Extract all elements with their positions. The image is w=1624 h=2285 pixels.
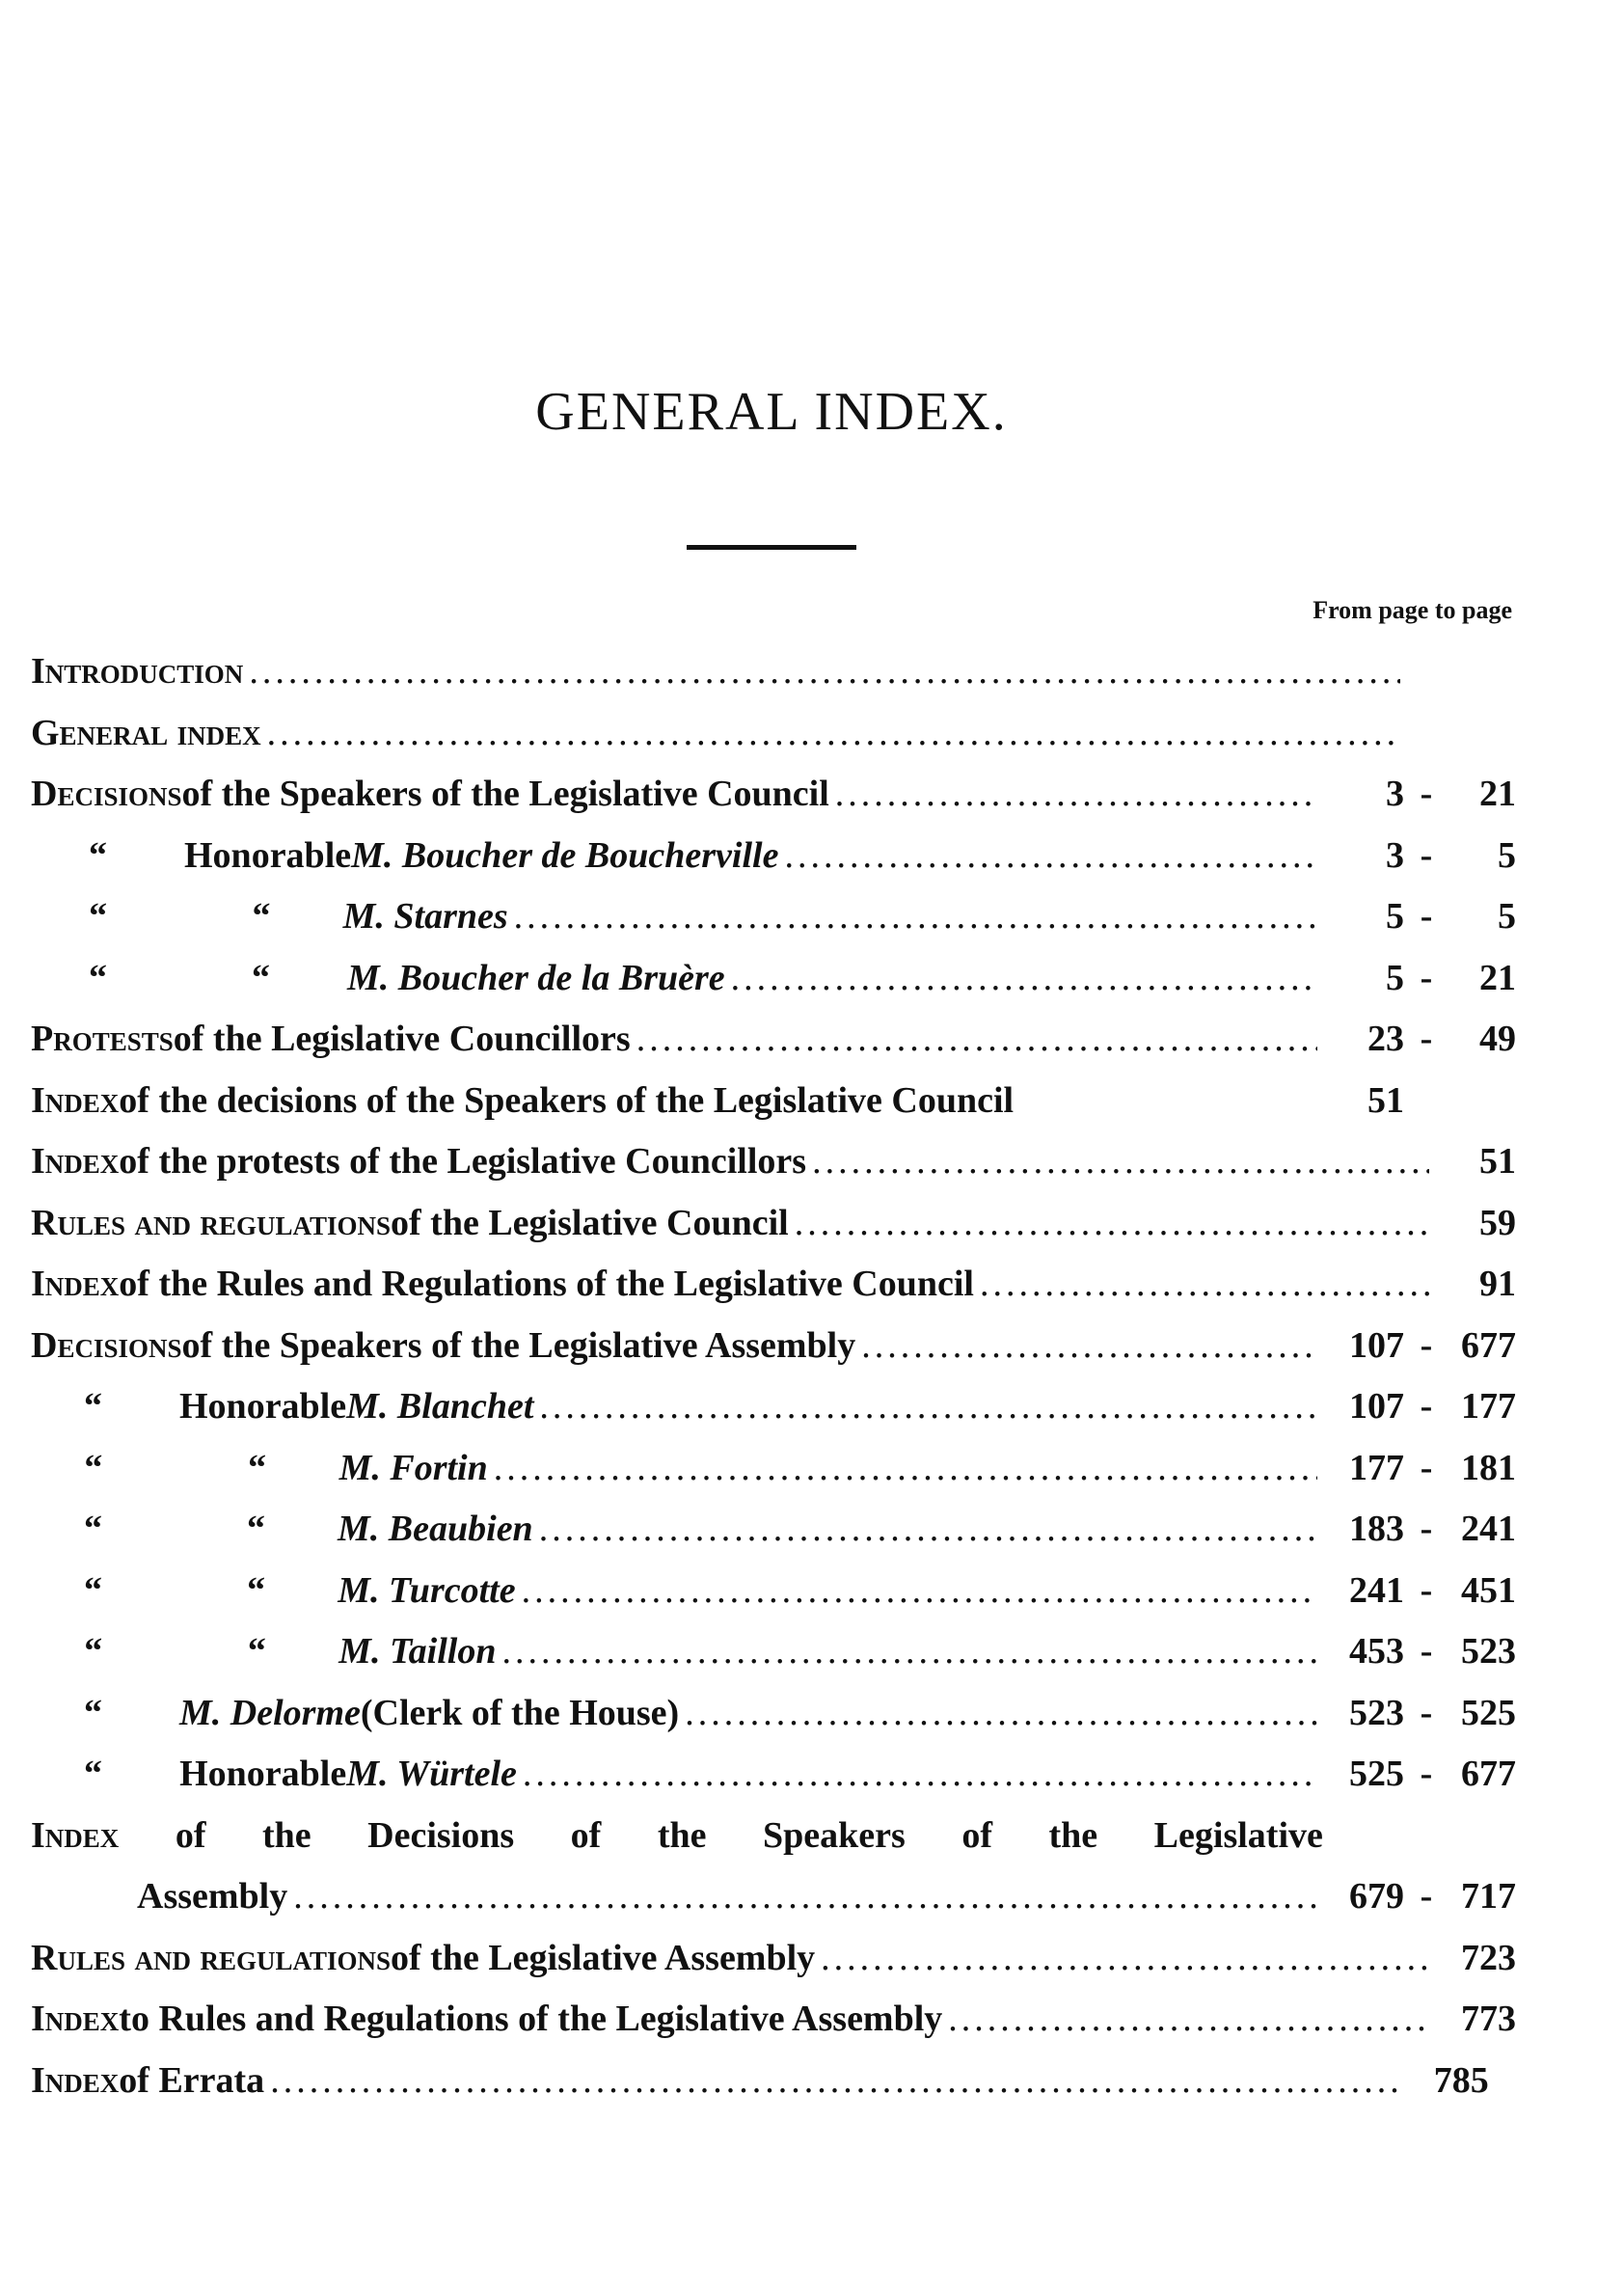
entry-caps: Index	[31, 1999, 120, 2039]
entry-text: of the Speakers of the Legislative Assembly	[181, 1324, 856, 1366]
page-from: 5	[1386, 896, 1405, 937]
page-to: 21	[1479, 957, 1516, 998]
dot-leader	[501, 1621, 1317, 1683]
entry-name: M. Boucher de la Bruère	[347, 957, 725, 998]
ditto-mark: “	[252, 957, 270, 998]
page-from: 183	[1349, 1509, 1404, 1549]
index-entry-beaubien[interactable]	[31, 1499, 1516, 1561]
ditto-mark: “	[84, 1692, 102, 1733]
ditto-mark: “	[84, 1509, 102, 1549]
dot-leader	[522, 1561, 1317, 1622]
page-range	[1323, 1561, 1516, 1622]
entry-caps: Index	[31, 2059, 120, 2101]
index-entry-delorme[interactable]	[31, 1683, 1516, 1745]
entry-word: of	[175, 1814, 206, 1856]
entry-caps: Decisions	[31, 774, 182, 814]
index-entry-index-rules-council[interactable]	[31, 1254, 1516, 1316]
dot-leader	[514, 886, 1317, 948]
page-dash: -	[1420, 1569, 1433, 1611]
page-range	[1323, 1866, 1516, 1928]
entry-name: M. Boucher de Boucherville	[351, 834, 779, 876]
page-from: 773	[1461, 1999, 1516, 2039]
page-to: 5	[1498, 834, 1516, 876]
page-range	[1323, 1744, 1516, 1806]
page-dash: -	[1420, 896, 1433, 937]
page-to: 241	[1461, 1509, 1516, 1549]
page-range	[1435, 1928, 1516, 1990]
entry-line-2	[31, 1866, 1516, 1928]
page-from: 3	[1386, 774, 1404, 814]
index-entry-index-protests[interactable]	[31, 1131, 1516, 1193]
dot-leader	[795, 1193, 1429, 1255]
index-entry-fortin[interactable]	[31, 1438, 1516, 1500]
dot-leader	[636, 1009, 1317, 1071]
page-range	[1435, 1193, 1516, 1255]
page-to: 451	[1461, 1569, 1516, 1611]
entry-word: of	[570, 1814, 602, 1856]
entry-name: M. Delorme	[179, 1692, 361, 1733]
entry-caps: General index	[31, 712, 261, 753]
page-range	[1323, 886, 1516, 948]
page-dash: -	[1420, 1386, 1433, 1427]
ditto-mark: “	[89, 834, 107, 876]
page-from: 107	[1349, 1386, 1404, 1427]
entry-name: M. Beaubien	[338, 1509, 533, 1549]
index-entry-wurtele[interactable]	[31, 1744, 1516, 1806]
page-range	[1323, 1499, 1516, 1561]
page-dash: -	[1420, 1447, 1433, 1488]
page-range	[1323, 948, 1516, 1010]
dot-leader	[948, 1989, 1429, 2051]
dot-leader	[812, 1131, 1429, 1193]
index-entry-protests[interactable]	[31, 1009, 1516, 1071]
index-entry-taillon[interactable]	[31, 1621, 1516, 1683]
page-from: 177	[1349, 1447, 1405, 1488]
page-to: 181	[1461, 1447, 1517, 1488]
entry-prefix: Honorable	[184, 834, 352, 876]
ditto-mark: “	[84, 1447, 103, 1488]
entry-caps: Index	[31, 1264, 120, 1304]
entry-name: M. Turcotte	[338, 1569, 516, 1611]
index-entry-errata[interactable]	[31, 2051, 1516, 2112]
page-dash: -	[1420, 834, 1433, 876]
page-from: 51	[1479, 1141, 1516, 1182]
page-range	[1435, 1131, 1516, 1193]
page-range	[1323, 1683, 1516, 1745]
page-from: 3	[1386, 834, 1404, 876]
index-entry-bruere[interactable]	[31, 948, 1516, 1010]
ditto-mark: “	[89, 896, 108, 937]
page-dash: -	[1420, 1019, 1433, 1059]
index-entry-starnes[interactable]	[31, 886, 1516, 948]
page-range	[1323, 1316, 1516, 1377]
entry-caps: Index	[31, 1814, 120, 1856]
dot-leader	[494, 1438, 1317, 1500]
entry-word: Legislative	[1153, 1814, 1323, 1856]
index-entry-general-index[interactable]	[31, 703, 1516, 765]
page-range	[1323, 826, 1516, 887]
dot-leader	[267, 703, 1402, 765]
page-from: 107	[1349, 1324, 1404, 1366]
entry-caps: Index	[31, 1079, 120, 1121]
entry-text: of the Legislative Assembly	[391, 1937, 816, 1978]
page-from: 453	[1349, 1631, 1405, 1672]
page-dash: -	[1420, 1754, 1433, 1794]
ditto-mark: “	[84, 1386, 102, 1427]
entry-caps: Decisions	[31, 1324, 182, 1366]
ditto-mark: “	[84, 1631, 103, 1672]
dot-leader	[861, 1316, 1317, 1377]
entry-text: of the protests of the Legislative Councillors	[119, 1141, 807, 1182]
page-to: 677	[1461, 1754, 1516, 1794]
entry-text: of the Speakers of the Legislative Council	[181, 774, 829, 814]
index-entry-blanchet[interactable]	[31, 1376, 1516, 1438]
entry-text: of Errata	[119, 2059, 265, 2101]
entry-caps: Introduction	[31, 651, 244, 692]
index-entry-index-rules-assembly[interactable]	[31, 1989, 1516, 2051]
page-dash: -	[1420, 774, 1433, 814]
index-entry-rules-assembly[interactable]	[31, 1928, 1516, 1990]
index-entry-index-decisions-assembly[interactable]	[31, 1806, 1516, 1928]
page-range	[1408, 2051, 1516, 2112]
page-dash: -	[1420, 1324, 1433, 1366]
entry-word: Speakers	[763, 1814, 906, 1856]
dot-leader	[539, 1499, 1317, 1561]
entry-name: M. Taillon	[338, 1631, 497, 1672]
dot-leader	[784, 826, 1317, 887]
entry-text: of the Rules and Regulations of the Legislative Council	[119, 1264, 974, 1304]
title-rule	[687, 545, 856, 550]
dot-leader	[835, 764, 1317, 826]
page-from: 23	[1367, 1019, 1404, 1059]
entry-caps: Rules and regulations	[31, 1202, 392, 1243]
dot-leader	[249, 641, 1400, 703]
page-from: 5	[1386, 957, 1404, 998]
page-from: 785	[1433, 2059, 1489, 2101]
dot-leader	[731, 948, 1317, 1010]
ditto-mark: “	[84, 1569, 103, 1611]
page-range	[1323, 1438, 1516, 1500]
entry-name: M. Blanchet	[346, 1386, 534, 1427]
entry-word: the	[261, 1814, 311, 1856]
column-header: From page to page	[1313, 596, 1512, 624]
page-dash: -	[1420, 1876, 1433, 1917]
entry-caps: Index	[31, 1141, 120, 1182]
entry-word: the	[657, 1814, 707, 1856]
page-from: 525	[1349, 1754, 1404, 1794]
index-entry-introduction[interactable]	[31, 641, 1516, 703]
page-range	[1435, 1989, 1516, 2051]
entry-line-1	[31, 1806, 1323, 1867]
ditto-mark: “	[89, 957, 107, 998]
page-to: 21	[1479, 774, 1516, 814]
dot-leader	[523, 1744, 1317, 1806]
page-to: 525	[1461, 1692, 1516, 1733]
page-dash: -	[1420, 1631, 1433, 1672]
entry-text: Assembly	[137, 1876, 288, 1917]
index-list	[31, 641, 1516, 2111]
page-title: GENERAL INDEX.	[535, 382, 1008, 442]
page-from: 91	[1479, 1264, 1516, 1304]
entry-caps: Protests	[31, 1019, 174, 1059]
ditto-mark: “	[252, 896, 271, 937]
ditto-mark: “	[247, 1509, 265, 1549]
page-dash: -	[1420, 1692, 1433, 1733]
dot-leader	[980, 1254, 1429, 1316]
page-range	[1323, 1621, 1516, 1683]
dot-leader	[685, 1683, 1317, 1745]
page-to: 5	[1498, 896, 1517, 937]
page-range	[1323, 1009, 1516, 1071]
entry-text: of the decisions of the Speakers of the Legislative Council	[119, 1079, 1015, 1121]
index-entry-rules-council[interactable]	[31, 1193, 1516, 1255]
page-from: 241	[1349, 1569, 1404, 1611]
page-to: 523	[1461, 1631, 1517, 1672]
page-dash: -	[1420, 1509, 1433, 1549]
page-to: 677	[1461, 1324, 1516, 1366]
page-from: 723	[1461, 1937, 1516, 1978]
page-dash: -	[1420, 957, 1433, 998]
ditto-mark: “	[248, 1447, 267, 1488]
ditto-mark: “	[247, 1631, 266, 1672]
entry-prefix: Honorable	[179, 1754, 347, 1794]
dot-leader	[821, 1928, 1429, 1990]
entry-caps: Rules and regulations	[31, 1937, 392, 1978]
page-range	[1323, 1071, 1516, 1132]
dot-leader	[539, 1376, 1317, 1438]
page-from: 523	[1349, 1692, 1404, 1733]
page-to: 49	[1479, 1019, 1516, 1059]
entry-text: to Rules and Regulations of the Legislative Assembly	[119, 1999, 943, 2039]
page-range	[1435, 1254, 1516, 1316]
entry-text: of the Legislative Councillors	[173, 1019, 631, 1059]
entry-prefix: Honorable	[179, 1386, 347, 1427]
page-to: 177	[1461, 1386, 1516, 1427]
page-to: 717	[1461, 1876, 1516, 1917]
index-entry-boucherville[interactable]	[31, 826, 1516, 887]
dot-leader	[293, 1866, 1317, 1928]
entry-word: Decisions	[367, 1814, 515, 1856]
index-entry-decisions-assembly[interactable]	[31, 1316, 1516, 1377]
ditto-mark: “	[247, 1569, 266, 1611]
entry-name: M. Fortin	[338, 1447, 488, 1488]
page-from: 59	[1479, 1202, 1516, 1243]
ditto-mark: “	[84, 1754, 103, 1794]
entry-name: M. Starnes	[342, 896, 508, 937]
index-entry-index-decisions-council[interactable]	[31, 1071, 1516, 1132]
entry-name: M. Würtele	[346, 1754, 517, 1794]
page-range	[1323, 764, 1516, 826]
index-entry-turcotte[interactable]	[31, 1561, 1516, 1622]
entry-word: the	[1048, 1814, 1098, 1856]
page-from: 51	[1367, 1079, 1404, 1121]
entry-word: of	[961, 1814, 992, 1856]
entry-text: of the Legislative Council	[391, 1202, 789, 1243]
page-range	[1323, 1376, 1516, 1438]
entry-suffix: (Clerk of the House)	[360, 1692, 680, 1733]
page-from: 679	[1349, 1876, 1404, 1917]
index-entry-decisions-council[interactable]	[31, 764, 1516, 826]
dot-leader	[270, 2051, 1402, 2112]
